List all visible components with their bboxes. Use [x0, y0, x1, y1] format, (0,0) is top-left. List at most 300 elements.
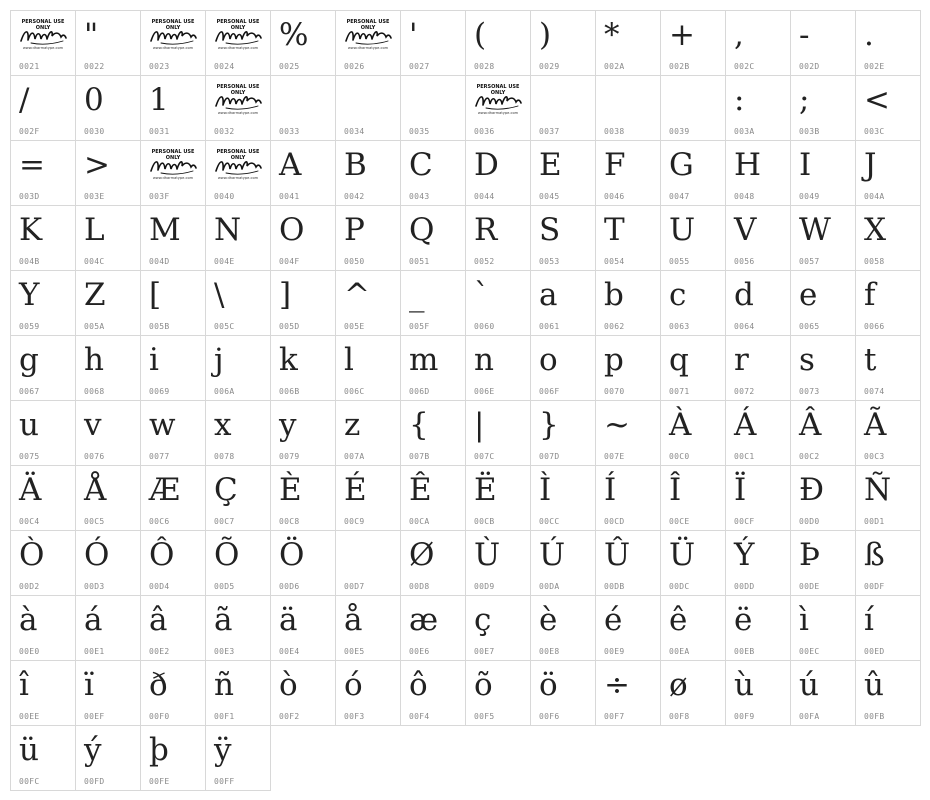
glyph-char: å [344, 602, 363, 638]
codepoint-label: 00E8 [539, 647, 560, 656]
glyph-cell [206, 531, 271, 596]
glyph-cell [336, 271, 401, 336]
codepoint-label: 00D2 [19, 582, 40, 591]
glyph-cell [336, 76, 401, 141]
glyph-cell [531, 401, 596, 466]
glyph-char: j [214, 342, 224, 378]
glyph-cell [661, 271, 726, 336]
glyph-cell [856, 531, 921, 596]
glyph-cell [401, 11, 466, 76]
glyph-cell [466, 271, 531, 336]
glyph-char: ; [799, 82, 810, 118]
glyph-char: Ù [474, 537, 501, 573]
glyph-cell [791, 466, 856, 531]
glyph-char: Ý [734, 537, 755, 573]
stamp-url: www.dharmatype.com [217, 176, 259, 180]
codepoint-label: 00D4 [149, 582, 170, 591]
glyph-cell [466, 141, 531, 206]
glyph-char: è [539, 602, 558, 638]
glyph-char: À [669, 407, 692, 443]
glyph-char: Ò [19, 537, 45, 573]
codepoint-label: 006D [409, 387, 430, 396]
glyph-char: s [799, 342, 815, 378]
codepoint-label: 007B [409, 452, 430, 461]
codepoint-label: 0023 [149, 62, 170, 71]
codepoint-label: 007D [539, 452, 560, 461]
glyph-char: < [864, 82, 890, 118]
glyph-char: Ö [279, 537, 305, 573]
glyph-cell [401, 466, 466, 531]
glyph-char: " [84, 17, 99, 53]
signature-logo [19, 26, 67, 46]
glyph-char: { [409, 407, 429, 443]
glyph-char: x [214, 407, 232, 443]
codepoint-label: 00EF [84, 712, 105, 721]
glyph-cell [141, 11, 206, 76]
glyph-cell [466, 596, 531, 661]
signature-logo [474, 91, 522, 111]
codepoint-label: 0056 [734, 257, 755, 266]
glyph-char: Æ [149, 472, 181, 508]
glyph-char: Ú [539, 537, 566, 573]
signature-logo [149, 156, 197, 176]
codepoint-label: 0025 [279, 62, 300, 71]
glyph-char: t [864, 342, 877, 378]
codepoint-label: 00E6 [409, 647, 430, 656]
glyph-char: U [669, 212, 696, 248]
glyph-cell [596, 11, 661, 76]
glyph-cell [141, 531, 206, 596]
glyph-char: Ó [84, 537, 110, 573]
glyph-cell [206, 466, 271, 531]
glyph-char: Û [604, 537, 631, 573]
glyph-cell [466, 401, 531, 466]
glyph-cell [76, 141, 141, 206]
glyph-cell [791, 661, 856, 726]
glyph-cell [531, 206, 596, 271]
codepoint-label: 0022 [84, 62, 105, 71]
glyph-char: B [344, 147, 367, 183]
codepoint-label: 00E9 [604, 647, 625, 656]
glyph-char: Ã [864, 407, 887, 443]
glyph-cell [661, 76, 726, 141]
codepoint-label: 00C1 [734, 452, 755, 461]
glyph-cell [661, 206, 726, 271]
glyph-char: g [19, 342, 39, 378]
codepoint-label: 00E4 [279, 647, 300, 656]
codepoint-label: 0034 [344, 127, 365, 136]
glyph-cell [856, 11, 921, 76]
glyph-char: ó [344, 667, 363, 703]
personal-use-stamp [145, 149, 201, 181]
glyph-char: X [864, 212, 887, 248]
personal-use-stamp [210, 149, 266, 181]
glyph-cell [596, 271, 661, 336]
glyph-char: ^ [344, 277, 370, 313]
codepoint-label: 00CA [409, 517, 430, 526]
codepoint-label: 002E [864, 62, 885, 71]
glyph-char: Ü [669, 537, 696, 573]
signature-logo [344, 26, 392, 46]
codepoint-label: 00C6 [149, 517, 170, 526]
signature-logo [214, 91, 262, 111]
codepoint-label: 00D6 [279, 582, 300, 591]
codepoint-label: 00DC [669, 582, 690, 591]
glyph-char: u [19, 407, 39, 443]
glyph-cell [466, 466, 531, 531]
glyph-cell [596, 336, 661, 401]
glyph-cell [856, 466, 921, 531]
glyph-cell [76, 336, 141, 401]
glyph-char: b [604, 277, 624, 313]
codepoint-label: 002D [799, 62, 820, 71]
glyph-cell [856, 401, 921, 466]
glyph-char: ( [474, 17, 487, 53]
stamp-notice: PERSONAL USE ONLY [151, 19, 195, 31]
glyph-char: k [279, 342, 298, 378]
glyph-cell [11, 141, 76, 206]
codepoint-label: 006B [279, 387, 300, 396]
codepoint-label: 00CC [539, 517, 560, 526]
glyph-cell [856, 76, 921, 141]
glyph-char: Õ [214, 537, 240, 573]
glyph-char: È [279, 472, 302, 508]
glyph-char: | [474, 407, 485, 443]
glyph-char: l [344, 342, 354, 378]
personal-use-stamp [340, 19, 396, 51]
codepoint-label: 00F6 [539, 712, 560, 721]
glyph-cell [76, 531, 141, 596]
glyph-cell [76, 726, 141, 791]
glyph-cell [11, 726, 76, 791]
codepoint-label: 00F0 [149, 712, 170, 721]
codepoint-label: 00CB [474, 517, 495, 526]
glyph-cell [856, 336, 921, 401]
codepoint-label: 00D1 [864, 517, 885, 526]
glyph-cell [141, 661, 206, 726]
glyph-cell [141, 141, 206, 206]
glyph-cell [271, 11, 336, 76]
glyph-cell [336, 11, 401, 76]
glyph-char: F [604, 147, 626, 183]
glyph-cell [791, 271, 856, 336]
codepoint-label: 0036 [474, 127, 495, 136]
codepoint-label: 0038 [604, 127, 625, 136]
codepoint-label: 003F [149, 192, 170, 201]
stamp-url: www.dharmatype.com [217, 46, 259, 50]
glyph-char: ` [474, 277, 490, 313]
glyph-cell [401, 596, 466, 661]
codepoint-label: 0040 [214, 192, 235, 201]
codepoint-label: 004F [279, 257, 300, 266]
glyph-cell [11, 76, 76, 141]
stamp-notice: PERSONAL USE ONLY [216, 84, 260, 96]
codepoint-label: 0076 [84, 452, 105, 461]
glyph-char: é [604, 602, 623, 638]
glyph-cell [11, 531, 76, 596]
glyph-cell [141, 271, 206, 336]
glyph-char: d [734, 277, 754, 313]
codepoint-label: 004E [214, 257, 235, 266]
glyph-cell [206, 11, 271, 76]
codepoint-label: 0072 [734, 387, 755, 396]
glyph-cell [76, 401, 141, 466]
personal-use-stamp [470, 84, 526, 116]
glyph-cell [206, 401, 271, 466]
codepoint-label: 0066 [864, 322, 885, 331]
glyph-char: n [474, 342, 494, 378]
glyph-char: æ [409, 602, 439, 638]
codepoint-label: 0052 [474, 257, 495, 266]
glyph-cell [726, 336, 791, 401]
glyph-char: Y [19, 277, 40, 313]
glyph-cell [466, 76, 531, 141]
glyph-char: Q [409, 212, 435, 248]
glyph-char: o [539, 342, 558, 378]
glyph-cell [206, 141, 271, 206]
glyph-cell [11, 271, 76, 336]
codepoint-label: 0060 [474, 322, 495, 331]
glyph-cell [856, 141, 921, 206]
glyph-char: 0 [84, 82, 104, 118]
stamp-url: www.dharmatype.com [217, 111, 259, 115]
glyph-char: Z [84, 277, 106, 313]
codepoint-label: 0031 [149, 127, 170, 136]
glyph-char: Ç [214, 472, 238, 508]
glyph-cell [271, 271, 336, 336]
glyph-cell [271, 466, 336, 531]
glyph-char: ) [539, 17, 552, 53]
glyph-char: C [409, 147, 433, 183]
glyph-char: É [344, 472, 367, 508]
glyph-cell [466, 531, 531, 596]
glyph-cell [466, 206, 531, 271]
codepoint-label: 007C [474, 452, 495, 461]
glyph-char: ~ [604, 407, 630, 443]
glyph-char: E [539, 147, 562, 183]
glyph-cell [726, 596, 791, 661]
codepoint-label: 00C0 [669, 452, 690, 461]
glyph-cell [271, 141, 336, 206]
glyph-cell [531, 141, 596, 206]
glyph-char: * [604, 17, 620, 53]
glyph-char: û [864, 667, 884, 703]
glyph-cell [791, 141, 856, 206]
codepoint-label: 0055 [669, 257, 690, 266]
glyph-cell [401, 141, 466, 206]
glyph-char: > [84, 147, 110, 183]
codepoint-label: 00F5 [474, 712, 495, 721]
glyph-char: Â [799, 407, 822, 443]
codepoint-label: 00DF [864, 582, 885, 591]
personal-use-stamp [145, 19, 201, 51]
codepoint-label: 00E2 [149, 647, 170, 656]
glyph-cell [206, 76, 271, 141]
codepoint-label: 00C3 [864, 452, 885, 461]
glyph-char: R [474, 212, 498, 248]
glyph-char: A [279, 147, 302, 183]
stamp-notice: PERSONAL USE ONLY [21, 19, 65, 31]
codepoint-label: 0041 [279, 192, 300, 201]
glyph-char: D [474, 147, 499, 183]
glyph-char: = [19, 147, 45, 183]
codepoint-label: 0047 [669, 192, 690, 201]
glyph-cell [596, 206, 661, 271]
codepoint-label: 00D3 [84, 582, 105, 591]
stamp-url: www.dharmatype.com [477, 111, 519, 115]
glyph-cell [141, 76, 206, 141]
glyph-cell [661, 531, 726, 596]
glyph-char: ù [734, 667, 754, 703]
glyph-char: N [214, 212, 242, 248]
codepoint-label: 0045 [539, 192, 560, 201]
codepoint-label: 0054 [604, 257, 625, 266]
codepoint-label: 0065 [799, 322, 820, 331]
personal-use-stamp [15, 19, 71, 51]
glyph-char: Ñ [864, 472, 892, 508]
glyph-char: í [864, 602, 874, 638]
codepoint-label: 006C [344, 387, 365, 396]
codepoint-label: 0035 [409, 127, 430, 136]
codepoint-label: 0037 [539, 127, 560, 136]
glyph-cell [531, 661, 596, 726]
codepoint-label: 00D7 [344, 582, 365, 591]
glyph-cell [791, 531, 856, 596]
codepoint-label: 005C [214, 322, 235, 331]
codepoint-label: 0027 [409, 62, 430, 71]
glyph-cell [141, 401, 206, 466]
glyph-char: I [799, 147, 812, 183]
codepoint-label: 0071 [669, 387, 690, 396]
codepoint-label: 0064 [734, 322, 755, 331]
glyph-cell [76, 11, 141, 76]
glyph-cell [336, 141, 401, 206]
codepoint-label: 00FB [864, 712, 885, 721]
codepoint-label: 0062 [604, 322, 625, 331]
glyph-char: w [149, 407, 176, 443]
glyph-cell [271, 336, 336, 401]
codepoint-label: 00F2 [279, 712, 300, 721]
codepoint-label: 00E7 [474, 647, 495, 656]
glyph-cell [401, 206, 466, 271]
glyph-cell [401, 76, 466, 141]
codepoint-label: 004B [19, 257, 40, 266]
codepoint-label: 00FC [19, 777, 40, 786]
glyph-cell [11, 596, 76, 661]
glyph-cell [11, 401, 76, 466]
codepoint-label: 00FE [149, 777, 170, 786]
codepoint-label: 0044 [474, 192, 495, 201]
glyph-cell [791, 336, 856, 401]
glyph-cell [726, 206, 791, 271]
glyph-cell [856, 596, 921, 661]
glyph-cell [76, 466, 141, 531]
glyph-cell [726, 11, 791, 76]
signature-logo [214, 26, 262, 46]
glyph-char: h [84, 342, 104, 378]
codepoint-label: 0046 [604, 192, 625, 201]
codepoint-label: 00EE [19, 712, 40, 721]
codepoint-label: 0053 [539, 257, 560, 266]
glyph-cell [661, 466, 726, 531]
glyph-char: O [279, 212, 305, 248]
codepoint-label: 00F4 [409, 712, 430, 721]
glyph-char: % [279, 17, 309, 53]
codepoint-label: 00F3 [344, 712, 365, 721]
glyph-cell [596, 141, 661, 206]
codepoint-label: 0050 [344, 257, 365, 266]
glyph-char: ë [734, 602, 753, 638]
glyph-char: q [669, 342, 689, 378]
codepoint-label: 00F7 [604, 712, 625, 721]
glyph-cell [661, 141, 726, 206]
glyph-char: ü [19, 732, 39, 768]
codepoint-label: 00C7 [214, 517, 235, 526]
glyph-char: Ï [734, 472, 747, 508]
glyph-cell [401, 661, 466, 726]
glyph-cell [661, 11, 726, 76]
codepoint-label: 00D0 [799, 517, 820, 526]
codepoint-label: 002B [669, 62, 690, 71]
codepoint-label: 00FD [84, 777, 105, 786]
glyph-cell [531, 11, 596, 76]
stamp-url: www.dharmatype.com [152, 46, 194, 50]
glyph-cell [141, 466, 206, 531]
codepoint-label: 003C [864, 127, 885, 136]
glyph-char: 1 [149, 82, 169, 118]
codepoint-label: 00DA [539, 582, 560, 591]
glyph-cell [596, 661, 661, 726]
codepoint-label: 005F [409, 322, 430, 331]
stamp-url: www.dharmatype.com [152, 176, 194, 180]
codepoint-label: 002C [734, 62, 755, 71]
glyph-cell [726, 76, 791, 141]
glyph-cell [531, 466, 596, 531]
codepoint-label: 00DB [604, 582, 625, 591]
codepoint-label: 0070 [604, 387, 625, 396]
codepoint-label: 0068 [84, 387, 105, 396]
glyph-cell [271, 206, 336, 271]
glyph-cell [726, 661, 791, 726]
codepoint-label: 00CE [669, 517, 690, 526]
codepoint-label: 0042 [344, 192, 365, 201]
glyph-char: i [149, 342, 159, 378]
codepoint-label: 00ED [864, 647, 885, 656]
codepoint-label: 00F1 [214, 712, 235, 721]
glyph-char: ý [84, 732, 102, 768]
codepoint-label: 00E0 [19, 647, 40, 656]
codepoint-label: 0024 [214, 62, 235, 71]
codepoint-label: 00DD [734, 582, 755, 591]
codepoint-label: 0021 [19, 62, 40, 71]
codepoint-label: 00F8 [669, 712, 690, 721]
glyph-char: : [734, 82, 745, 118]
glyph-cell [11, 336, 76, 401]
glyph-char: m [409, 342, 439, 378]
glyph-cell [336, 206, 401, 271]
codepoint-label: 0026 [344, 62, 365, 71]
codepoint-label: 0057 [799, 257, 820, 266]
stamp-notice: PERSONAL USE ONLY [216, 149, 260, 161]
glyph-cell [141, 206, 206, 271]
glyph-char: Ì [539, 472, 552, 508]
codepoint-label: 00E5 [344, 647, 365, 656]
glyph-char: ÿ [214, 732, 232, 768]
glyph-char: z [344, 407, 361, 443]
glyph-cell [726, 531, 791, 596]
signature-logo [149, 26, 197, 46]
stamp-url: www.dharmatype.com [347, 46, 389, 50]
